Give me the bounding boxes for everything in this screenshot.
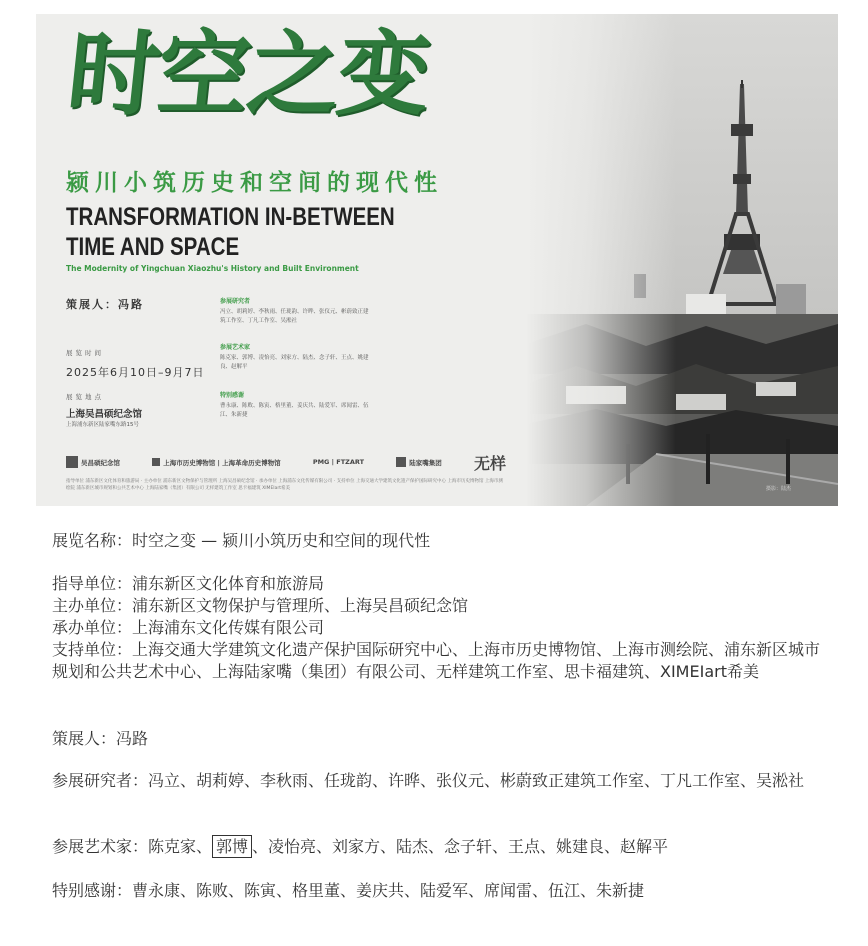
researchers: 参展研究者：冯立、胡莉婷、李秋雨、任珑韵、许晔、张仪元、彬蔚致正建筑工作室、丁凡工作室、吴淞社 [52, 771, 805, 790]
poster-main-title: 时空之变 [62, 20, 434, 128]
poster-en-title-line2: TIME AND SPACE [66, 233, 240, 261]
poster-thanks-text: 曹永康、陈败、陈寅、格里董、姜庆共、陆爱军、席闻雷、伍江、朱新捷 [220, 403, 369, 418]
logo-wuyang: 无样 [473, 453, 506, 473]
logo-wuchangshuo-museum: 吴昌硕纪念馆 [66, 456, 120, 468]
guidance-unit: 指导单位：浦东新区文化体育和旅游局 [52, 574, 325, 593]
poster-place-label: 展览地点 [66, 393, 104, 401]
poster-dates: 2025年6月10日–9月7日 [66, 366, 205, 379]
curator: 策展人：冯路 [52, 729, 149, 748]
poster-venue: 上海吴昌硕纪念馆 [66, 409, 143, 420]
logo-lujiazui: 陆家嘴集团 [396, 457, 442, 467]
support-units: 支持单位：上海交通大学建筑文化遗产保护国际研究中心、上海市历史博物馆、上海市测绘院、浦东新区城市规划和公共艺术中心、上海陆家嘴（集团）有限公司、无样建筑工作室、思卡福建筑、XIMEIart希美 [52, 640, 821, 681]
exhibition-poster [36, 14, 838, 506]
poster-cn-subtitle: 颍川小筑历史和空间的现代性 [66, 170, 443, 196]
logo-history-museum: 上海市历史博物馆 | 上海革命历史博物馆 [152, 458, 280, 467]
poster-en-title-line1: TRANSFORMATION IN-BETWEEN [66, 203, 395, 231]
poster-footer-credits: 指导单位 浦东新区文化体育和旅游局 · 主办单位 浦东新区文物保护与管理所 上海吴昌硕纪念馆 · 承办单位 上海浦东文化传媒有限公司 · 支持单位 上海交通大学建筑文化遗产保护国际研究中心 上海市历史博物馆 上海市测绘院 浦东新区城市规划和公共艺术中心 上海陆家嘴（集团）有限公司 无样建筑工作室 思卡福建筑 XIMEIart希美 [66, 479, 503, 491]
poster-artists-text: 陈克家、郭博、凌怡亮、刘家方、陆杰、念子轩、王点、姚建良、赵解平 [220, 355, 369, 370]
special-thanks: 特别感谢：曹永康、陈败、陈寅、格里董、姜庆共、陆爱军、席闻雷、伍江、朱新捷 [52, 881, 645, 900]
poster-artists-title: 参展艺术家 [220, 344, 251, 351]
highlighted-artist: 郭博 [212, 835, 252, 858]
artists-suffix: 、凌怡亮、刘家方、陆杰、念子轩、王点、姚建良、赵解平 [252, 837, 669, 856]
poster-thanks-title: 特别感谢 [220, 392, 245, 399]
poster-logo-strip [66, 452, 506, 472]
lujiazui-mark-icon [396, 457, 406, 467]
poster-en-subtitle: The Modernity of Yingchuan Xiaozhu's History and Built Environment [66, 264, 359, 273]
museum-mark-icon [66, 456, 78, 468]
host-unit: 主办单位：浦东新区文物保护与管理所、上海吴昌硕纪念馆 [52, 596, 469, 615]
logo-pmg-ftzart: PMG | FTZART [312, 458, 365, 466]
exhibition-name: 展览名称：时空之变 — 颍川小筑历史和空间的现代性 [52, 531, 431, 550]
history-museum-mark-icon [152, 458, 160, 466]
poster-researchers-title: 参展研究者 [220, 298, 251, 305]
organizer-unit: 承办单位：上海浦东文化传媒有限公司 [52, 618, 325, 637]
photo-credit: 摄影：陆杰 [766, 486, 792, 492]
poster-address: 上海浦东新区陆家嘴东路15号 [66, 422, 139, 428]
photo-fade-overlay [526, 14, 676, 506]
artists-prefix: 参展艺术家：陈克家、 [52, 837, 213, 856]
poster-time-label: 展览时间 [66, 349, 104, 357]
poster-en-title [66, 202, 410, 262]
poster-researchers-text: 冯立、胡莉婷、李秋雨、任珑韵、许晔、张仪元、彬蔚致正建筑工作室、丁凡工作室、吴淞社 [220, 309, 369, 324]
poster-curator: 策展人：冯路 [66, 298, 144, 311]
artists [52, 836, 668, 858]
